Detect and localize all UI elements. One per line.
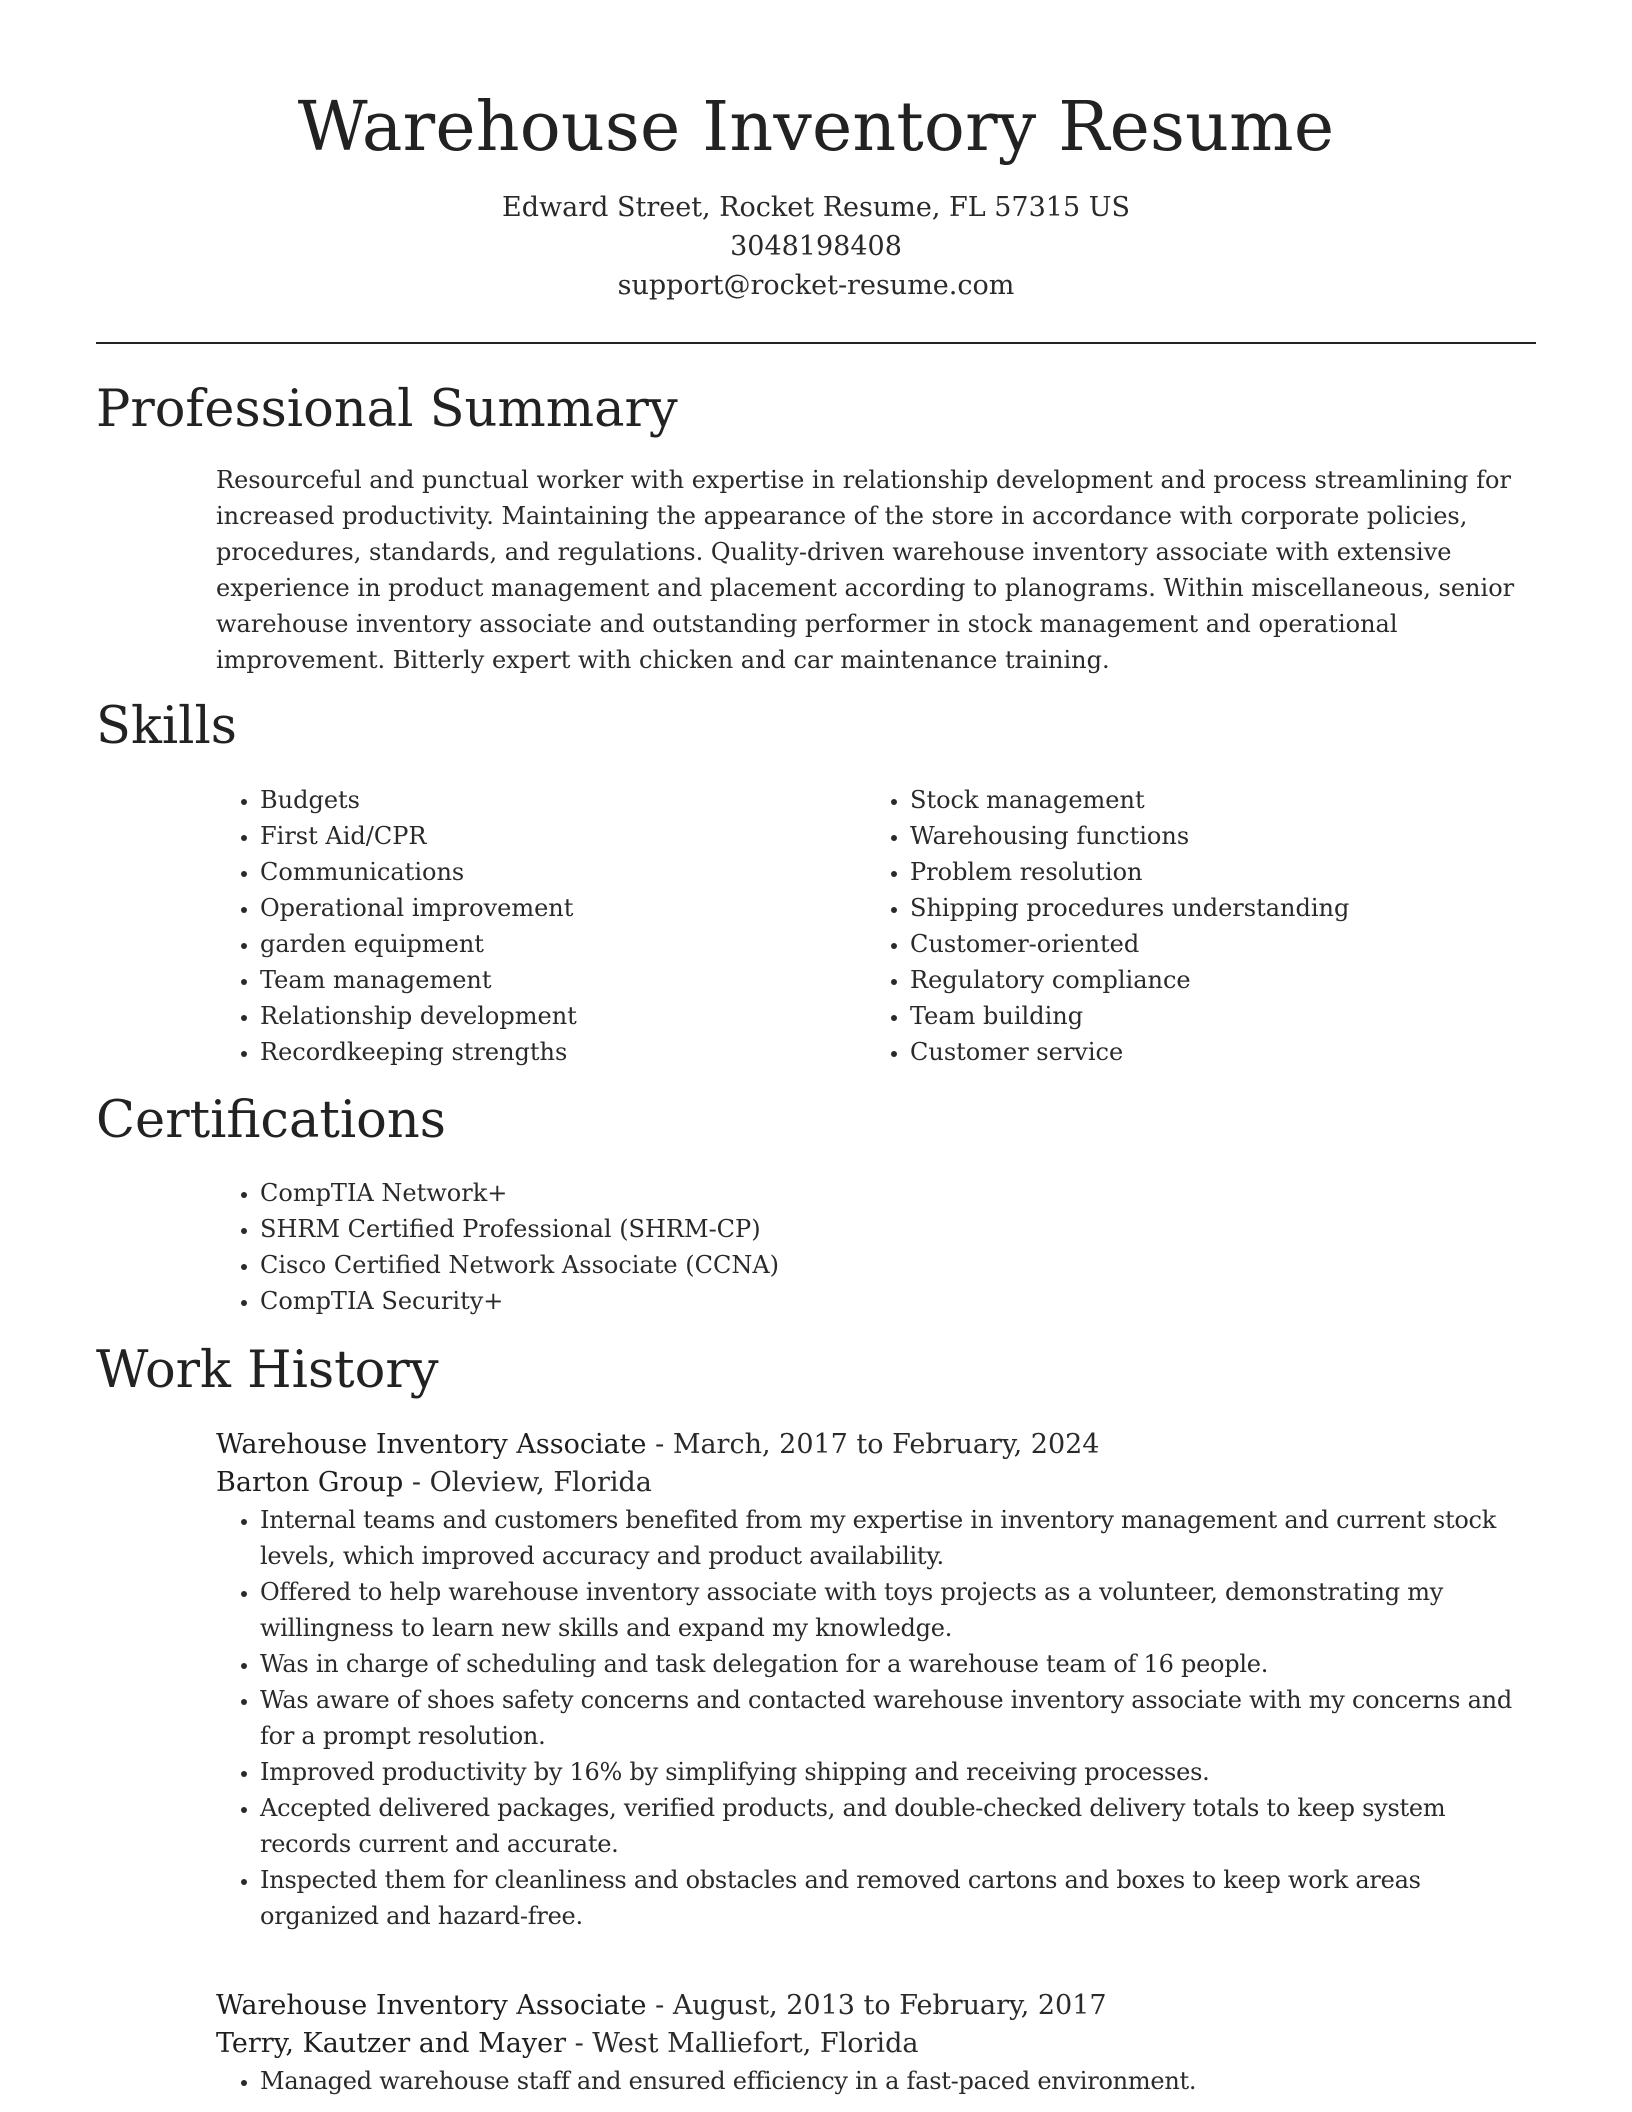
certification-item: • Cisco Certified Network Associate (CCNA): [260, 1247, 1416, 1283]
job-title: Warehouse Inventory Associate: [216, 1429, 647, 1460]
job-bullet: • Offered to help warehouse inventory associate with toys projects as a volunteer, demonstrating my willingness to learn new skills and expand my knowledge.: [260, 1574, 1536, 1646]
skill-item: • Customer-oriented: [910, 926, 1526, 962]
skill-item: • Shipping procedures understanding: [910, 890, 1526, 926]
job-bullet: • Accepted delivered packages, verified products, and double-checked delivery totals to keep system records current and accurate.: [260, 1790, 1536, 1862]
work-history-heading: Work History: [96, 1341, 439, 1400]
skill-item: • First Aid/CPR: [260, 818, 816, 854]
contact-block: [0, 188, 1632, 305]
job-location: Oleview, Florida: [429, 1467, 652, 1498]
job-company: Terry, Kautzer and Mayer: [216, 2028, 566, 2059]
skill-item: • Recordkeeping strengths: [260, 1034, 816, 1070]
skills-heading: Skills: [96, 697, 237, 756]
job-company-line: Terry, Kautzer and Mayer - West Malliefort, Florida: [216, 2028, 919, 2059]
certifications-block: [216, 1175, 1416, 1319]
skill-item: • Customer service: [910, 1034, 1526, 1070]
skill-item: • Stock management: [910, 782, 1526, 818]
skill-item: • Budgets: [260, 782, 816, 818]
skills-column-left: [216, 782, 816, 1070]
job-title-line: Warehouse Inventory Associate - March, 2017 to February, 2024: [216, 1429, 1100, 1460]
resume-title: Warehouse Inventory Resume: [297, 88, 1335, 167]
skill-item: • Regulatory compliance: [910, 962, 1526, 998]
summary-text: Resourceful and punctual worker with expertise in relationship development and process streamlining for increased productivity. Maintaining the appearance of the store in accordance with corporate policies, procedures, standards, and regulations. Quality-driven warehouse inventory associate with extensive experience in product management and placement according to planograms. Within miscellaneous, senior warehouse inventory associate and outstanding performer in stock management and operational improvement. Bitterly expert with chicken and car maintenance training.: [216, 466, 1515, 674]
certification-item: • CompTIA Network+: [260, 1175, 1416, 1211]
job-title-line: Warehouse Inventory Associate - August, 2013 to February, 2017: [216, 1990, 1107, 2021]
skill-item: • Communications: [260, 854, 816, 890]
job-company: Barton Group: [216, 1467, 404, 1498]
contact-address: Edward Street, Rocket Resume, FL 57315 US: [502, 192, 1130, 223]
job-bullet: • Internal teams and customers benefited from my expertise in inventory management and current stock levels, which improved accuracy and product availability.: [260, 1502, 1536, 1574]
contact-phone: 3048198408: [730, 231, 902, 262]
skills-list-left: [216, 782, 816, 1070]
job-title: Warehouse Inventory Associate: [216, 1990, 647, 2021]
skill-item: • Team building: [910, 998, 1526, 1034]
certifications-heading: Certifications: [96, 1091, 446, 1150]
skill-item: • Operational improvement: [260, 890, 816, 926]
certification-item: • CompTIA Security+: [260, 1283, 1416, 1319]
job-location: West Malliefort, Florida: [592, 2028, 919, 2059]
job-dates: August, 2013 to February, 2017: [672, 1990, 1107, 2021]
resume-header: [0, 82, 1632, 305]
job-bullet: • Was in charge of scheduling and task delegation for a warehouse team of 16 people.: [260, 1646, 1536, 1682]
skill-item: • Relationship development: [260, 998, 816, 1034]
header-divider: [96, 342, 1536, 344]
skills-list-right: [866, 782, 1526, 1070]
job-company-line: Barton Group - Oleview, Florida: [216, 1467, 652, 1498]
skill-item: • Warehousing functions: [910, 818, 1526, 854]
job-bullet: • Managed warehouse staff and ensured efficiency in a fast-paced environment.: [260, 2063, 1536, 2099]
job-bullets: [216, 1502, 1536, 1934]
job-entry: [216, 1987, 1536, 2099]
job-entry: [216, 1426, 1536, 1934]
contact-email: support@rocket-resume.com: [617, 270, 1015, 301]
job-bullets: [216, 2063, 1536, 2099]
job-bullet: • Inspected them for cleanliness and obstacles and removed cartons and boxes to keep work areas organized and hazard-free.: [260, 1862, 1536, 1934]
skills-column-right: [866, 782, 1526, 1070]
job-dates: March, 2017 to February, 2024: [672, 1429, 1100, 1460]
summary-heading: Professional Summary: [96, 380, 678, 439]
skill-item: • Team management: [260, 962, 816, 998]
certifications-list: [216, 1175, 1416, 1319]
job-bullet: • Improved productivity by 16% by simplifying shipping and receiving processes.: [260, 1754, 1536, 1790]
skill-item: • garden equipment: [260, 926, 816, 962]
skill-item: • Problem resolution: [910, 854, 1526, 890]
job-bullet: • Was aware of shoes safety concerns and contacted warehouse inventory associate with my concerns and for a prompt resolution.: [260, 1682, 1536, 1754]
certification-item: • SHRM Certified Professional (SHRM-CP): [260, 1211, 1416, 1247]
